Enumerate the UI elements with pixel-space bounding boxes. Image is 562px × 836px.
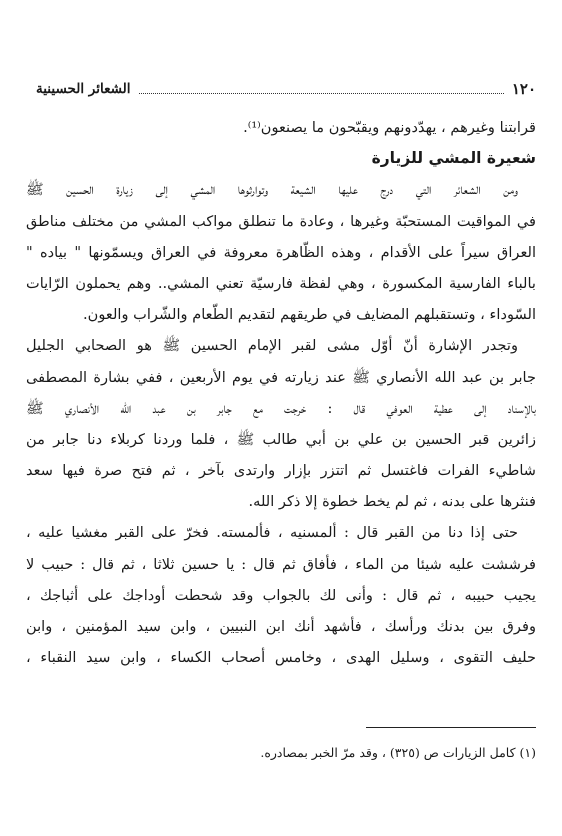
body-line: وتجدر الإشارة أنّ أوّل مشى لقبر الإمام الحسين ﷺ هو الصحابي الجليل [26,337,518,355]
page-number: ١٢٠ [511,80,536,98]
body-line: بالباء الفارسية المكسورة ، وهي لفظة فارسيّة تعني المشي.. وهم يحملون الرّايات [26,274,536,292]
running-title: الشعائر الحسينية [36,81,131,97]
body-line: السّوداء ، وتستقبلهم المضايف في طريقهم لتقديم الطّعام والشّراب والعون. [83,306,536,324]
body-line: زائرين قبر الحسين بن علي بن أبي طالب ﷺ ، فلما وردنا كربلاء دنا جابر من [26,430,536,448]
body-line: فرششت عليه شيئا من الماء ، فأفاق ثم قال : يا حسين ثلاثا ، ثم قال : حبيب لا [26,555,536,573]
body-line: في المواقيت المستحبّة وغيرها ، وعادة ما تنطلق مواكب المشي من مختلف مناطق [26,212,536,230]
body-line: العراق سيراً على الأقدام ، وهذه الظّاهرة معروفة في العراق ويسمّونها " بياده " [26,243,536,261]
body-line: بالإسناد إلى عطية العوفي قال : خرجت مع جابر بن عبد الله الأنصاري ﷺ [26,399,536,417]
body-line: يجيب حبيبه ، ثم قال : وأنى لك بالجواب وقد شحطت أوداجك على أثباجك ، [26,586,536,604]
body-line: ومن الشعائر التي درج عليها الشيعة وتوارثوها المشي إلى زيارة الحسين ﷺ [26,181,518,199]
body-line: وفرق بين بدنك ورأسك ، فأشهد أنك ابن النبيين ، وابن سيد المؤمنين ، وابن [26,618,536,635]
body-line: حليف التقوى ، وسليل الهدى ، وخامس أصحاب الكساء ، وابن سيد النقباء ، [26,649,536,667]
body-line: جابر بن عبد الله الأنصاري ﷺ عند زيارته في يوم الأربعين ، ففي بشارة المصطفى [26,368,536,386]
section-heading: شعيرة المشي للزيارة [371,149,536,168]
footnote: (١) كامل الزيارات ص (٣٢٥) ، وقد مرّ الخبر بمصادره. [260,745,536,760]
page-header [26,78,536,100]
body-line: فنثرها على بدنه ، ثم لم يخط خطوة إلا ذكر الله. [248,493,536,511]
body-line: شاطيء الفرات فاغتسل ثم اتتزر بإزار وارتدى بآخر ، ثم فتح صرة فيها سعد [26,462,536,480]
body-text [26,112,536,673]
header-leader-dots [139,85,504,94]
body-line: حتى إذا دنا من القبر قال : ألمسنيه ، فألمسته. فخرّ على القبر مغشيا عليه ، [26,524,518,542]
footnote-divider [366,727,536,728]
body-line: قرابتنا وغيرهم ، يهدّدونهم ويقبّحون ما يصنعون⁽¹⁾. [243,119,536,136]
